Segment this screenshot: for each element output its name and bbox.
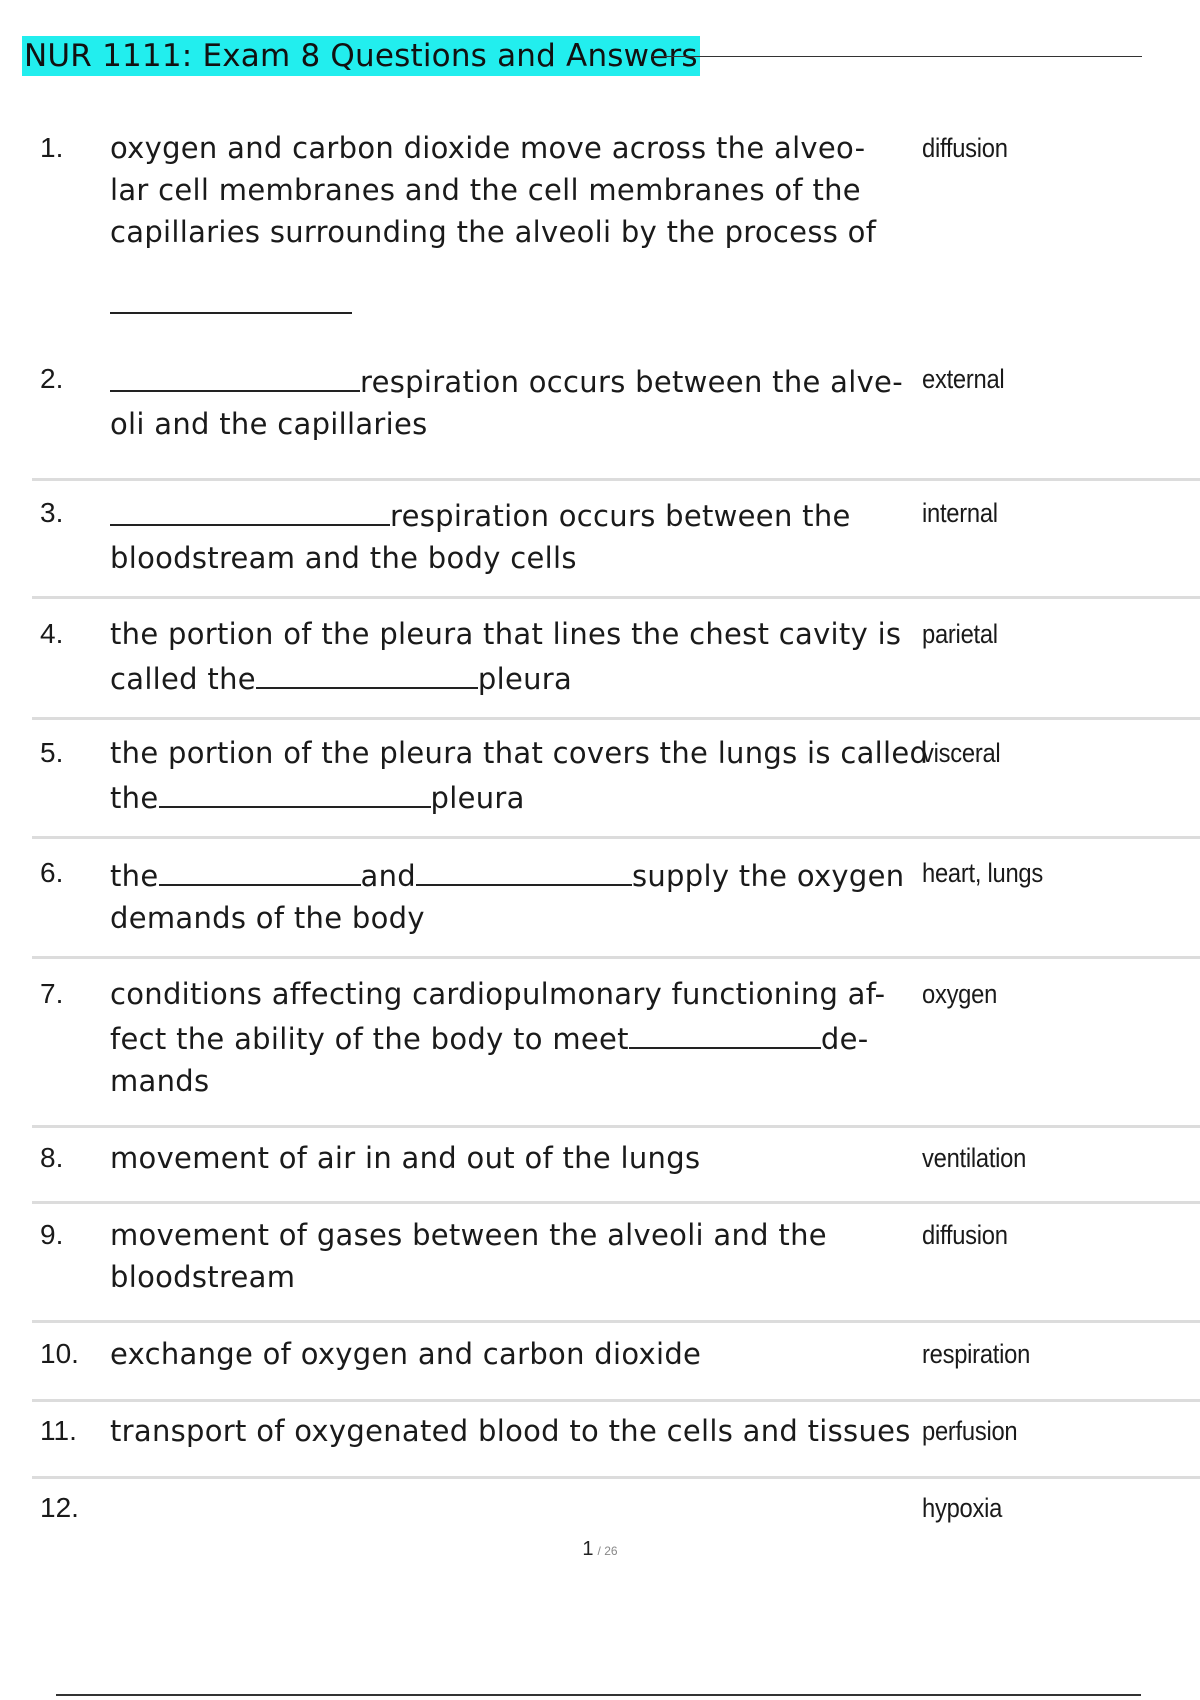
answer-blank — [256, 655, 478, 689]
question-number: 7. — [40, 978, 64, 1009]
question-3 — [32, 492, 1200, 599]
question-number: 11. — [40, 1415, 77, 1446]
title-row — [22, 36, 1142, 76]
question-text: movement of air in and out of the lungs — [110, 1141, 701, 1175]
answer-blank — [159, 774, 431, 808]
document-title: NUR 1111: Exam 8 Questions and Answers — [24, 38, 698, 74]
question-number: 3. — [40, 497, 64, 528]
question-text: respiration occurs between the bloodstream and the body cells — [110, 492, 940, 579]
answer-text: internal — [922, 498, 998, 528]
question-text: the portion of the pleura that covers the lungs is called the pleura — [110, 736, 929, 815]
row-divider — [32, 478, 1200, 481]
answer-text: oxygen — [922, 979, 998, 1009]
answer-blank — [416, 852, 632, 886]
question-text: oxygen and carbon dioxide move across the alveo- lar cell membranes and the cell membranes of the capillaries surrounding the alveoli by the process of — [110, 131, 877, 249]
question-number: 12. — [40, 1492, 79, 1523]
question-text: transport of oxygenated blood to the cells and tissues — [110, 1414, 911, 1448]
title-rule — [652, 56, 1142, 57]
question-text: the and supply the oxygen demands of the body — [110, 852, 940, 939]
question-number: 1. — [40, 132, 64, 163]
question-5 — [32, 732, 1200, 839]
page-number: 1 — [582, 1538, 594, 1560]
question-11 — [32, 1410, 1200, 1479]
question-2 — [32, 358, 1200, 458]
question-12 — [32, 1487, 1200, 1537]
question-text: conditions affecting cardiopulmonary functioning af- fect the ability of the body to meet de- mands — [110, 977, 886, 1098]
answer-blank — [159, 852, 361, 886]
answer-text: heart, lungs — [922, 858, 1043, 888]
question-8 — [32, 1137, 1200, 1204]
answer-text: hypoxia — [922, 1493, 1003, 1523]
question-1 — [32, 127, 1200, 337]
answer-text: external — [922, 364, 1005, 394]
answer-text: respiration — [922, 1339, 1031, 1369]
answer-blank — [110, 312, 352, 314]
question-4 — [32, 613, 1200, 720]
answer-text: perfusion — [922, 1416, 1018, 1446]
answer-blank — [629, 1015, 821, 1049]
bottom-rule — [56, 1694, 1141, 1696]
question-number: 5. — [40, 737, 64, 768]
question-text: the portion of the pleura that lines the chest cavity is called the pleura — [110, 617, 902, 696]
answer-text: diffusion — [922, 133, 1008, 163]
answer-text: parietal — [922, 619, 998, 649]
answer-text: visceral — [922, 738, 1001, 768]
answer-blank — [110, 492, 390, 526]
question-9 — [32, 1214, 1200, 1323]
question-number: 8. — [40, 1142, 64, 1173]
page-indicator — [0, 1538, 1200, 1561]
question-7 — [32, 973, 1200, 1128]
question-6 — [32, 852, 1200, 959]
question-text: exchange of oxygen and carbon dioxide — [110, 1337, 702, 1371]
answer-blank — [110, 358, 360, 392]
page-total: / 26 — [597, 1544, 618, 1558]
question-number: 6. — [40, 857, 64, 888]
question-number: 2. — [40, 363, 64, 394]
question-10 — [32, 1333, 1200, 1402]
answer-text: diffusion — [922, 1220, 1008, 1250]
answer-text: ventilation — [922, 1143, 1027, 1173]
question-number: 4. — [40, 618, 64, 649]
question-number: 10. — [40, 1338, 79, 1369]
question-number: 9. — [40, 1219, 64, 1250]
question-text: movement of gases between the alveoli and the bloodstream — [110, 1218, 827, 1294]
question-text: respiration occurs between the alve- oli and the capillaries — [110, 358, 940, 445]
